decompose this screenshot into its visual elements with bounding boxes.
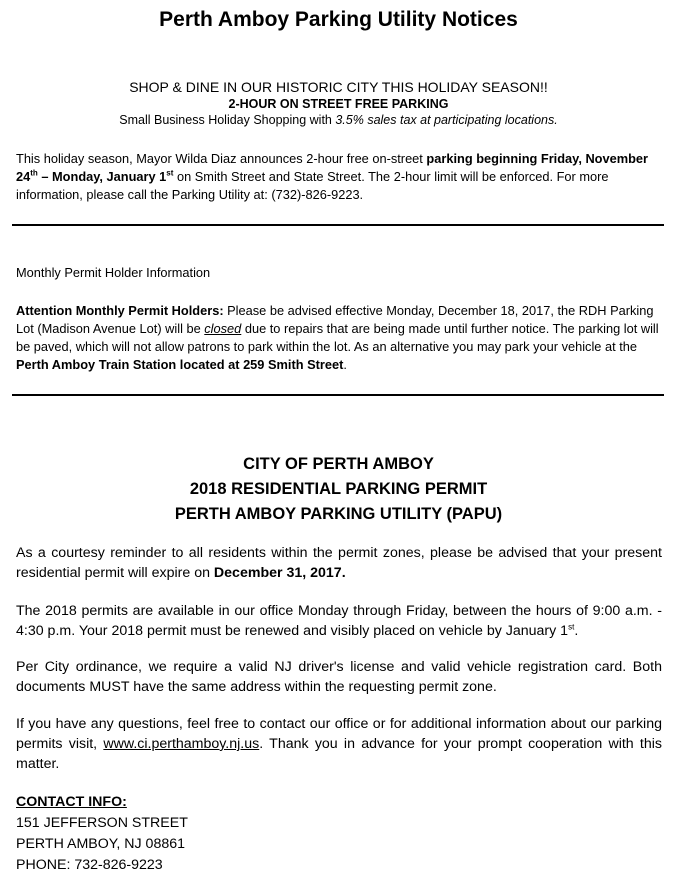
sup-th: th <box>30 168 38 178</box>
monthly-heading: Monthly Permit Holder Information <box>16 265 211 280</box>
holiday-banner <box>0 78 677 129</box>
monthly-text-c: . <box>343 357 347 372</box>
expiry-date: December 31, 2017. <box>213 565 346 581</box>
residential-heading-1: CITY OF PERTH AMBOY <box>243 455 434 473</box>
sales-tax-text: Small Business Holiday Shopping with <box>119 113 336 127</box>
sup-st: st <box>568 622 575 632</box>
residential-paragraph-3: Per City ordinance, we require a valid NJ driver's license and valid vehicle registration card. Both documents MUST have the same address within the requesting permit zone. <box>16 659 662 695</box>
sales-tax-line <box>0 112 677 129</box>
residential-paragraph-4 <box>16 714 662 774</box>
contact-heading: CONTACT INFO: <box>16 794 127 810</box>
contact-info <box>16 792 188 876</box>
monthly-paragraph <box>16 302 664 374</box>
train-station-location: Perth Amboy Train Station located at 259 Smith Street <box>16 357 344 372</box>
section-divider <box>12 224 664 226</box>
residential-p2-end: . <box>574 623 579 639</box>
residential-p1-text: As a courtesy reminder to all residents within the permit zones, please be advised that your present residential permit will expire on <box>16 545 662 581</box>
monthly-text-b: due to repairs that are being made until further notice. The parking lot will be paved, which will not allow patrons to park within the lot. As an alternative you may park your vehicle at the <box>16 321 659 354</box>
residential-p4-end: . Thank you in advance for your prompt cooperation with this matter. <box>16 736 662 772</box>
contact-street: 151 JEFFERSON STREET <box>16 815 188 831</box>
contact-city: PERTH AMBOY, NJ 08861 <box>16 836 186 852</box>
section-divider <box>12 394 664 396</box>
closed-word: closed <box>204 321 242 336</box>
residential-heading-2: 2018 RESIDENTIAL PARKING PERMIT <box>189 480 488 498</box>
holiday-headline: SHOP & DINE IN OUR HISTORIC CITY THIS HOLIDAY SEASON!! <box>129 79 548 95</box>
residential-paragraph-2 <box>16 601 662 641</box>
residential-heading-3: PERTH AMBOY PARKING UTILITY (PAPU) <box>174 505 503 523</box>
holiday-paragraph <box>16 150 664 204</box>
free-parking-subhead: 2-HOUR ON STREET FREE PARKING <box>228 97 449 111</box>
holiday-para-end: – Monday, January 1 <box>37 169 167 184</box>
residential-p4-text: If you have any questions, feel free to contact our office or for additional information about our parking permits visit, <box>16 716 662 752</box>
monthly-text-a: Please be advised effective Monday, December 18, 2017, the RDH Parking Lot (Madison Avenue Lot) will be <box>16 303 654 336</box>
residential-p2-text: The 2018 permits are available in our office Monday through Friday, between the hours of 9:00 a.m. - 4:30 p.m. Your 2018 permit must be renewed and visibly placed on vehicle by January 1 <box>16 603 662 639</box>
contact-phone: PHONE: 732-826-9223 <box>16 857 163 873</box>
sales-tax-rate: 3.5% sales tax at participating locations. <box>335 113 558 127</box>
monthly-attention: Attention Monthly Permit Holders: <box>16 303 224 318</box>
holiday-para-start: parking beginning Friday, November 24 <box>16 151 649 184</box>
holiday-para-text: This holiday season, Mayor Wilda Diaz announces 2-hour free on-street <box>16 151 427 166</box>
residential-paragraph-1 <box>16 543 662 583</box>
website-link[interactable]: www.ci.perthamboy.nj.us <box>103 736 260 752</box>
holiday-para-rest: on Smith Street and State Street. The 2-hour limit will be enforced. For more information, please call the Parking Utility at: (732)-826-9223. <box>16 169 609 202</box>
page-title: Perth Amboy Parking Utility Notices <box>159 8 518 31</box>
sup-st: st <box>166 168 174 178</box>
